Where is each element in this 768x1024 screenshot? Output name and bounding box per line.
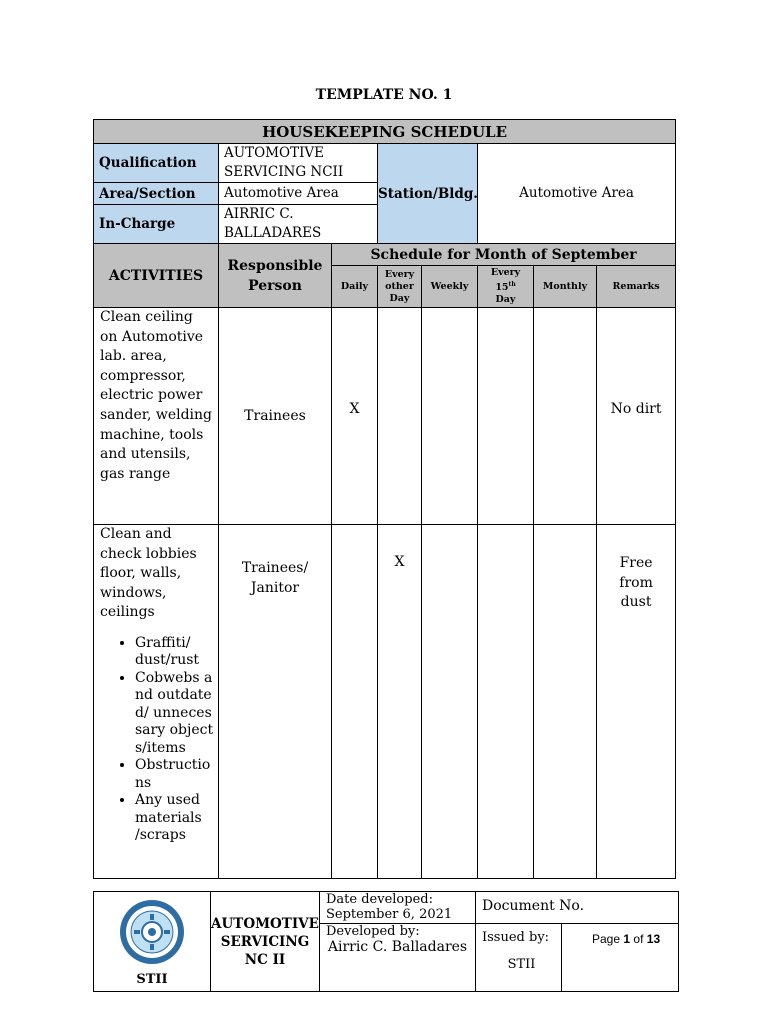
activity-text: Clean and check lobbies floor, walls, windows, ceilings [100,526,197,621]
qualification-value: AUTOMOTIVE SERVICING NCII [219,144,378,183]
weekly-cell [422,308,478,525]
every-other-day-cell: X [378,525,422,879]
in-charge-value: AIRRIC C. BALLADARES [219,205,378,244]
activities-header: ACTIVITIES [94,244,219,308]
list-item: • Any used materials /scraps [135,792,214,845]
schedule-title: HOUSEKEEPING SCHEDULE [94,120,676,144]
area-section-label: Area/Section [94,183,219,205]
every-other-day-header: Every other Day [378,266,422,308]
document-footer-table [93,891,679,992]
every-other-day-cell [378,308,422,525]
page-number-cell: Page 1 of 13 [562,924,679,992]
table-row [94,308,676,525]
housekeeping-schedule-table [93,119,676,879]
responsible-person-header: Responsible Person [219,244,332,308]
table-row [94,525,676,879]
activity-cell: Clean ceiling on Automotive lab. area, compressor, electric power sander, welding machine, tools and utensils, gas range [94,308,219,525]
logo-cell [94,892,211,992]
monthly-header: Monthly [534,266,597,308]
weekly-header: Weekly [422,266,478,308]
developed-by-value: Airric C. Balladares [327,939,468,955]
daily-cell: X [332,308,378,525]
remarks-header: Remarks [597,266,676,308]
list-item: • Obstructions [135,757,214,792]
list-item: • Cobwebs and outdated/ unnecessary objects/items [135,670,214,758]
qualification-label: Qualification [94,144,219,183]
every-15th-day-cell [478,525,534,879]
remarks-cell: No dirt [597,308,676,525]
in-charge-label: In-Charge [94,205,219,244]
every-15th-day-header: Every 15th Day [478,266,534,308]
area-section-value: Automotive Area [219,183,378,205]
person-cell: Trainees/ Janitor [219,525,332,879]
station-value: Automotive Area [478,144,676,244]
developed-by-cell [320,924,476,992]
daily-header: Daily [332,266,378,308]
document-number-label: Document No. [476,892,679,924]
date-developed-label: Date developed: [326,892,433,907]
stii-logo-icon [118,898,186,966]
person-cell: Trainees [219,308,332,525]
template-title: TEMPLATE NO. 1 [315,87,453,103]
daily-cell [332,525,378,879]
course-title: AUTOMOTIVE SERVICING NC II [211,892,320,992]
monthly-cell [534,308,597,525]
issued-by-cell [476,924,562,992]
activity-cell [94,525,219,879]
date-developed-value: September 6, 2021 [326,907,453,922]
logo-label: STII [136,972,168,987]
remarks-cell: Free from dust [597,525,676,879]
every-15th-day-cell [478,308,534,525]
monthly-cell [534,525,597,879]
schedule-month-header: Schedule for Month of September [332,244,676,266]
list-item: • Graffiti/ dust/rust [135,635,214,670]
issued-by-value: STII [507,957,536,972]
weekly-cell [422,525,478,879]
activity-bullet-list [100,635,214,845]
developed-by-label: Developed by: [326,924,420,939]
issued-by-label: Issued by: [482,930,550,945]
station-label: Station/Bldg. [378,144,478,244]
date-developed-cell [320,892,476,924]
